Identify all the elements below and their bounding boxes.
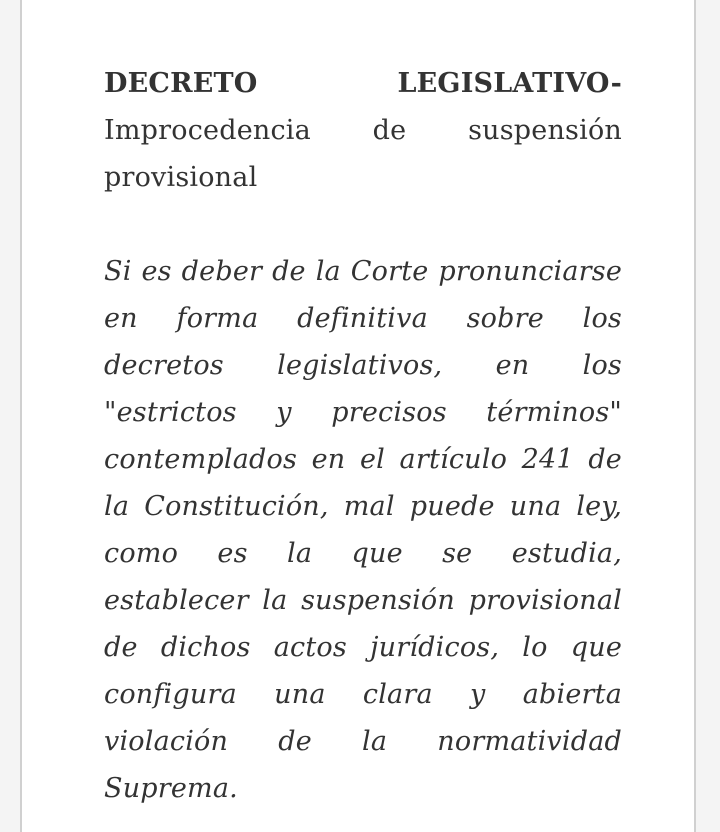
article-content xyxy=(104,60,622,812)
document-card xyxy=(20,0,696,832)
heading-bold: DECRETO LEGISLATIVO- xyxy=(104,68,622,99)
article-heading xyxy=(104,60,622,201)
heading-subtitle: Improcedencia de suspensión provisional xyxy=(104,115,622,193)
article-body: Si es deber de la Corte pronunciarse en forma definitiva sobre los decretos legislativos, en los "estrictos y precisos términos" contemplados en el artículo 241 de la Constitución, mal puede una ley, como es la que se estudia, establecer la suspensión provisional de dichos actos jurídicos, lo que configura una clara y abierta violación de la normatividad Suprema. xyxy=(104,256,622,804)
